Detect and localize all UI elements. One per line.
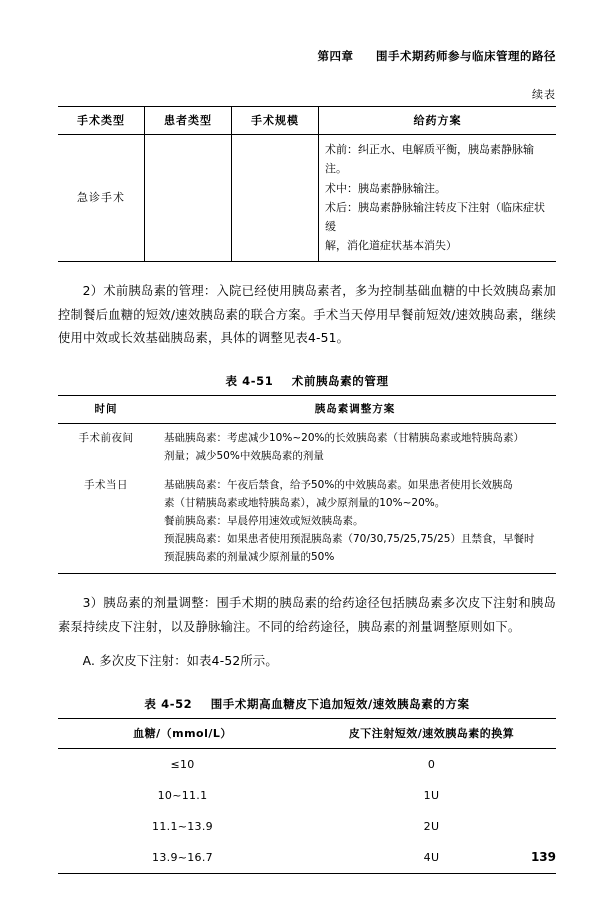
table-row xyxy=(58,748,556,780)
caption-number: 表 4-51 xyxy=(225,374,274,389)
plan-line: 解，消化道症状基本消失） xyxy=(325,239,457,253)
continued-table-label: 续表 xyxy=(532,88,556,101)
cell-detail xyxy=(154,423,556,471)
detail-line: 预混胰岛素的剂量减少原剂量的50% xyxy=(164,550,335,563)
page-number: 139 xyxy=(530,850,556,864)
plan-line: 术后：胰岛素静脉输注转皮下注射（临床症状缓 xyxy=(325,200,545,234)
column-header-surgery-scale: 手术规模 xyxy=(232,107,319,135)
cell-plan xyxy=(319,135,557,262)
detail-line: 基础胰岛素：午夜后禁食，给予50%的中效胰岛素。如果患者使用长效胰岛 xyxy=(164,479,513,492)
table-row xyxy=(58,135,556,262)
table-row xyxy=(58,842,556,874)
cell-glucose: 11.1~13.9 xyxy=(152,819,213,833)
cell-insulin: 1U xyxy=(423,788,440,802)
paragraph-subcutaneous-injection: A. 多次皮下注射：如表4-52所示。 xyxy=(82,653,278,668)
cell-insulin: 0 xyxy=(427,757,436,771)
column-header-blood-glucose: 血糖/（mmol/L） xyxy=(58,718,307,748)
caption-text: 术前胰岛素的管理 xyxy=(291,374,389,389)
plan-line: 术前：纠正水、电解质平衡，胰岛素静脉输注。 xyxy=(325,143,534,176)
cell-glucose: 10~11.1 xyxy=(157,788,208,802)
table-4-51 xyxy=(58,395,556,573)
detail-line: 预混胰岛素：如果患者使用预混胰岛素（70/30,75/25,75/25）且禁食，早餐时 xyxy=(164,532,535,545)
table-row xyxy=(58,811,556,842)
table-row xyxy=(58,423,556,471)
detail-line: 基础胰岛素：考虑减少10%~20%的长效胰岛素（甘精胰岛素或地特胰岛素） xyxy=(164,431,524,444)
column-header-adjustment-plan: 胰岛素调整方案 xyxy=(154,396,556,423)
column-header-time: 时间 xyxy=(58,396,154,423)
caption-table-4-52 xyxy=(58,696,556,712)
cell-glucose: ≤10 xyxy=(170,757,195,771)
cell-detail xyxy=(154,471,556,573)
detail-line: 餐前胰岛素：早晨停用速效或短效胰岛素。 xyxy=(164,515,364,528)
table-row xyxy=(58,780,556,811)
running-head xyxy=(58,48,556,64)
plan-line: 术中：胰岛素静脉输注。 xyxy=(325,181,446,195)
column-header-patient-type: 患者类型 xyxy=(145,107,232,135)
table-header-row xyxy=(58,107,556,135)
caption-number: 表 4-52 xyxy=(144,696,193,711)
paragraph-insulin-dose-adjustment: 3）胰岛素的剂量调整：围手术期的胰岛素的给药途径包括胰岛素多次皮下注射和胰岛素泵持续皮下注射，以及静脉输注。不同的给药途径，胰岛素的剂量调整原则如下。 xyxy=(58,595,556,634)
cell-insulin: 4U xyxy=(423,850,440,864)
cell-patient-type xyxy=(145,135,232,262)
table-row xyxy=(58,471,556,573)
cell-time: 手术前夜间 xyxy=(78,431,134,444)
caption-text: 围手术期高血糖皮下追加短效/速效胰岛素的方案 xyxy=(210,696,470,711)
cell-insulin: 2U xyxy=(423,819,440,833)
table-continued xyxy=(58,106,556,262)
detail-line: 素（甘精胰岛素或地特胰岛素），减少原剂量的10%~20%。 xyxy=(164,497,446,510)
cell-glucose: 13.9~16.7 xyxy=(152,850,213,864)
column-header-plan: 给药方案 xyxy=(319,107,557,135)
table-header-row xyxy=(58,396,556,423)
cell-time: 手术当日 xyxy=(84,479,128,492)
caption-table-4-51 xyxy=(58,373,556,389)
running-head-chapter: 第四章 xyxy=(317,49,354,63)
cell-surgery-type: 急诊手术 xyxy=(58,135,145,262)
table-header-row xyxy=(58,718,556,748)
cell-surgery-scale xyxy=(232,135,319,262)
column-header-insulin-conversion: 皮下注射短效/速效胰岛素的换算 xyxy=(307,718,556,748)
paragraph-preop-insulin-management: 2）术前胰岛素的管理：入院已经使用胰岛素者，多为控制基础血糖的中长效胰岛素加控制餐后血糖的短效/速效胰岛素的联合方案。手术当天停用早餐前短效/速效胰岛素，继续使用中效或长效基础胰岛素，具体的调整见表4-51。 xyxy=(58,283,556,346)
column-header-surgery-type: 手术类型 xyxy=(58,107,145,135)
detail-line: 剂量；减少50%中效胰岛素的剂量 xyxy=(164,449,324,462)
running-head-title: 围手术期药师参与临床管理的路径 xyxy=(376,49,556,63)
table-4-52 xyxy=(58,718,556,874)
